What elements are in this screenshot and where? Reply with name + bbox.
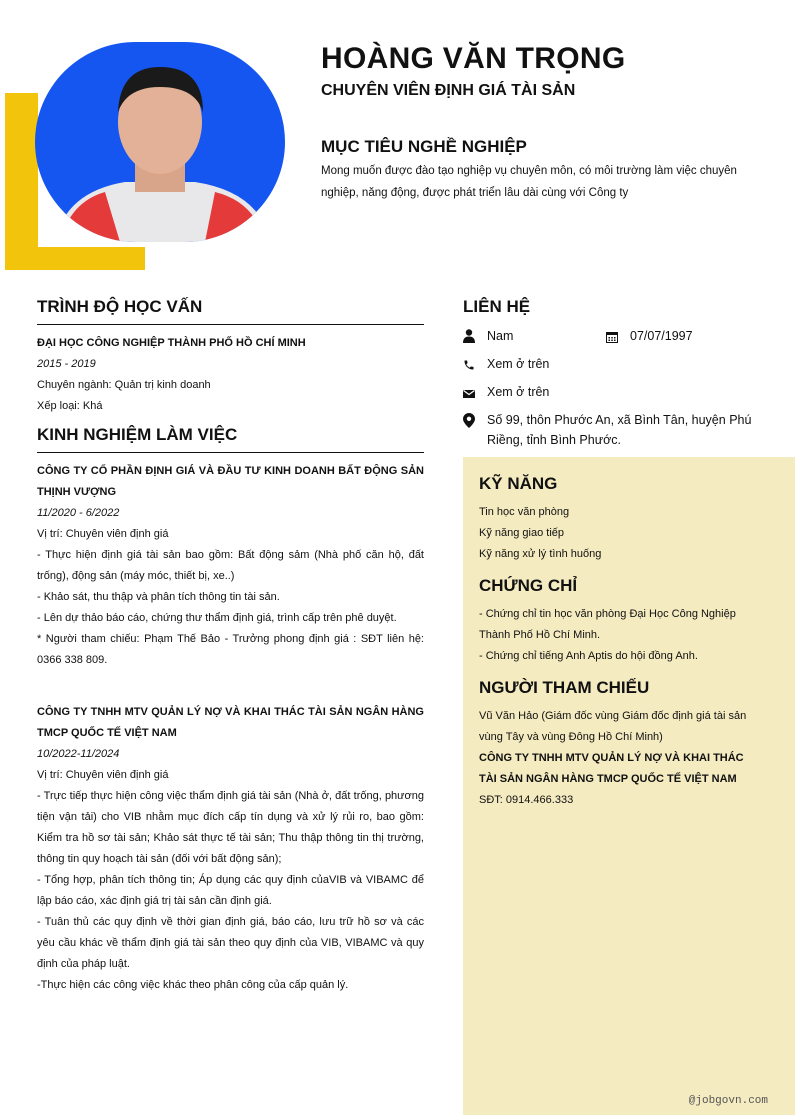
job-line: - Lên dự thảo báo cáo, chứng thư thẩm định giá, trình cấp trên phê duyệt. — [37, 612, 397, 624]
profile-photo — [35, 42, 285, 242]
job-line: -Thực hiện các công việc khác theo phân công của cấp quản lý. — [37, 979, 349, 991]
job-line: Vị trí: Chuyên viên định giá — [37, 769, 169, 781]
job-line: Vị trí: Chuyên viên định giá — [37, 528, 169, 540]
left-column — [37, 296, 424, 996]
job-period: 10/2022-11/2024 — [37, 748, 120, 760]
job-line: * Người tham chiếu: Phạm Thế Bảo - Trưởng phong định giá : SĐT liên hệ: 0366 338 809. — [37, 633, 424, 666]
school-name: ĐẠI HỌC CÔNG NGHIỆP THÀNH PHỐ HỒ CHÍ MINH — [37, 337, 306, 349]
job-line: - Trực tiếp thực hiện công việc thẩm định giá tài sản (Nhà ở, đất trống, phương tiện vận tải) cho VIB nhằm mục đích cấp tín dụng và xử lý rủi ro, bao gồm: Kiểm tra hồ sơ tài sản; Khảo sát thực tế tài sản; Thu thập thông tin thị trường, thông tin quy hoạch tài sản (đối với bất động sản); — [37, 790, 424, 865]
email: Xem ở trên — [487, 385, 550, 399]
job-line: - Tổng hợp, phân tích thông tin; Áp dụng các quy định củaVIB và VIBAMC để lập báo cáo, xác định giá trị tài sản cần định giá. — [37, 874, 424, 907]
objective-heading: MỤC TIÊU NGHỀ NGHIỆP — [321, 137, 527, 156]
birthday: 07/07/1997 — [630, 329, 693, 343]
reference-company: CÔNG TY TNHH MTV QUẢN LÝ NỢ VÀ KHAI THÁC TÀI SẢN NGÂN HÀNG TMCP QUỐC TẾ VIỆT NAM — [479, 752, 744, 785]
address: Số 99, thôn Phước An, xã Bình Tân, huyện Phú Riềng, tỉnh Bình Phước. — [487, 413, 752, 447]
certificates-heading: CHỨNG CHỈ — [479, 576, 578, 595]
reference-phone: SĐT: 0914.466.333 — [479, 794, 574, 806]
phone-icon — [463, 354, 487, 377]
job-line: - Tuân thủ các quy định về thời gian định giá, báo cáo, lưu trữ hồ sơ và các yêu cầu khác về thẩm định giá tài sản theo quy định của VIB, VIBAMC và quy định của pháp luật. — [37, 916, 424, 970]
certificate-item: - Chứng chỉ tin học văn phòng Đại Học Công Nghiệp Thành Phố Hồ Chí Minh. — [479, 608, 736, 641]
job-period: 11/2020 - 6/2022 — [37, 507, 120, 519]
contact-section — [463, 296, 783, 455]
decor-bar-horizontal — [5, 247, 145, 270]
education-heading: TRÌNH ĐỘ HỌC VẤN — [37, 296, 424, 325]
education-period: 2015 - 2019 — [37, 358, 96, 370]
job-entry — [37, 461, 424, 671]
candidate-name: HOÀNG VĂN TRỌNG — [321, 42, 626, 75]
reference-person: Vũ Văn Hảo (Giám đốc vùng Giám đốc định giá tài sản vùng Tây và vùng Đông Hồ Chí Minh) — [479, 710, 747, 743]
phone: Xem ở trên — [487, 357, 550, 371]
person-icon — [463, 326, 487, 349]
sidebar-content — [479, 472, 779, 811]
job-company: CÔNG TY TNHH MTV QUẢN LÝ NỢ VÀ KHAI THÁC TÀI SẢN NGÂN HÀNG TMCP QUỐC TẾ VIỆT NAM — [37, 706, 424, 739]
watermark: @jobgovn.com — [688, 1095, 768, 1107]
job-entry — [37, 702, 424, 996]
gender: Nam — [487, 329, 514, 343]
objective-text: Mong muốn được đào tạo nghiệp vụ chuyên môn, có môi trường làm việc chuyên nghiệp, năng động, được phát triển lâu dài cùng với Công ty — [321, 165, 737, 199]
experience-heading: KINH NGHIỆM LÀM VIỆC — [37, 424, 424, 453]
education-major: Chuyên ngành: Quản trị kinh doanh — [37, 379, 211, 391]
calendar-icon — [606, 326, 630, 349]
job-company: CÔNG TY CỔ PHẦN ĐỊNH GIÁ VÀ ĐẦU TƯ KINH DOANH BẤT ĐỘNG SẢN THỊNH VƯỢNG — [37, 465, 424, 498]
job-line: - Khảo sát, thu thập và phân tích thông tin tài sản. — [37, 591, 280, 603]
certificate-item: - Chứng chỉ tiếng Anh Aptis do hội đồng Anh. — [479, 650, 698, 662]
skill-item: Kỹ năng giao tiếp — [479, 527, 565, 539]
job-line: - Thực hiện định giá tài sản bao gồm: Bất động sảm (Nhà phố căn hộ, đất trống), động sản (máy móc, thiết bị, xe..) — [37, 549, 424, 582]
email-icon — [463, 382, 487, 405]
references-heading: NGƯỜI THAM CHIẾU — [479, 678, 650, 697]
skills-heading: KỸ NĂNG — [479, 474, 558, 493]
decor-bar-vertical — [5, 93, 38, 270]
skill-item: Kỹ năng xử lý tình huống — [479, 548, 602, 560]
contact-heading: LIÊN HỆ — [463, 297, 531, 316]
location-icon — [463, 410, 487, 434]
job-title: CHUYÊN VIÊN ĐỊNH GIÁ TÀI SẢN — [321, 82, 576, 99]
skill-item: Tin học văn phòng — [479, 506, 570, 518]
education-grade: Xếp loại: Khá — [37, 400, 103, 412]
